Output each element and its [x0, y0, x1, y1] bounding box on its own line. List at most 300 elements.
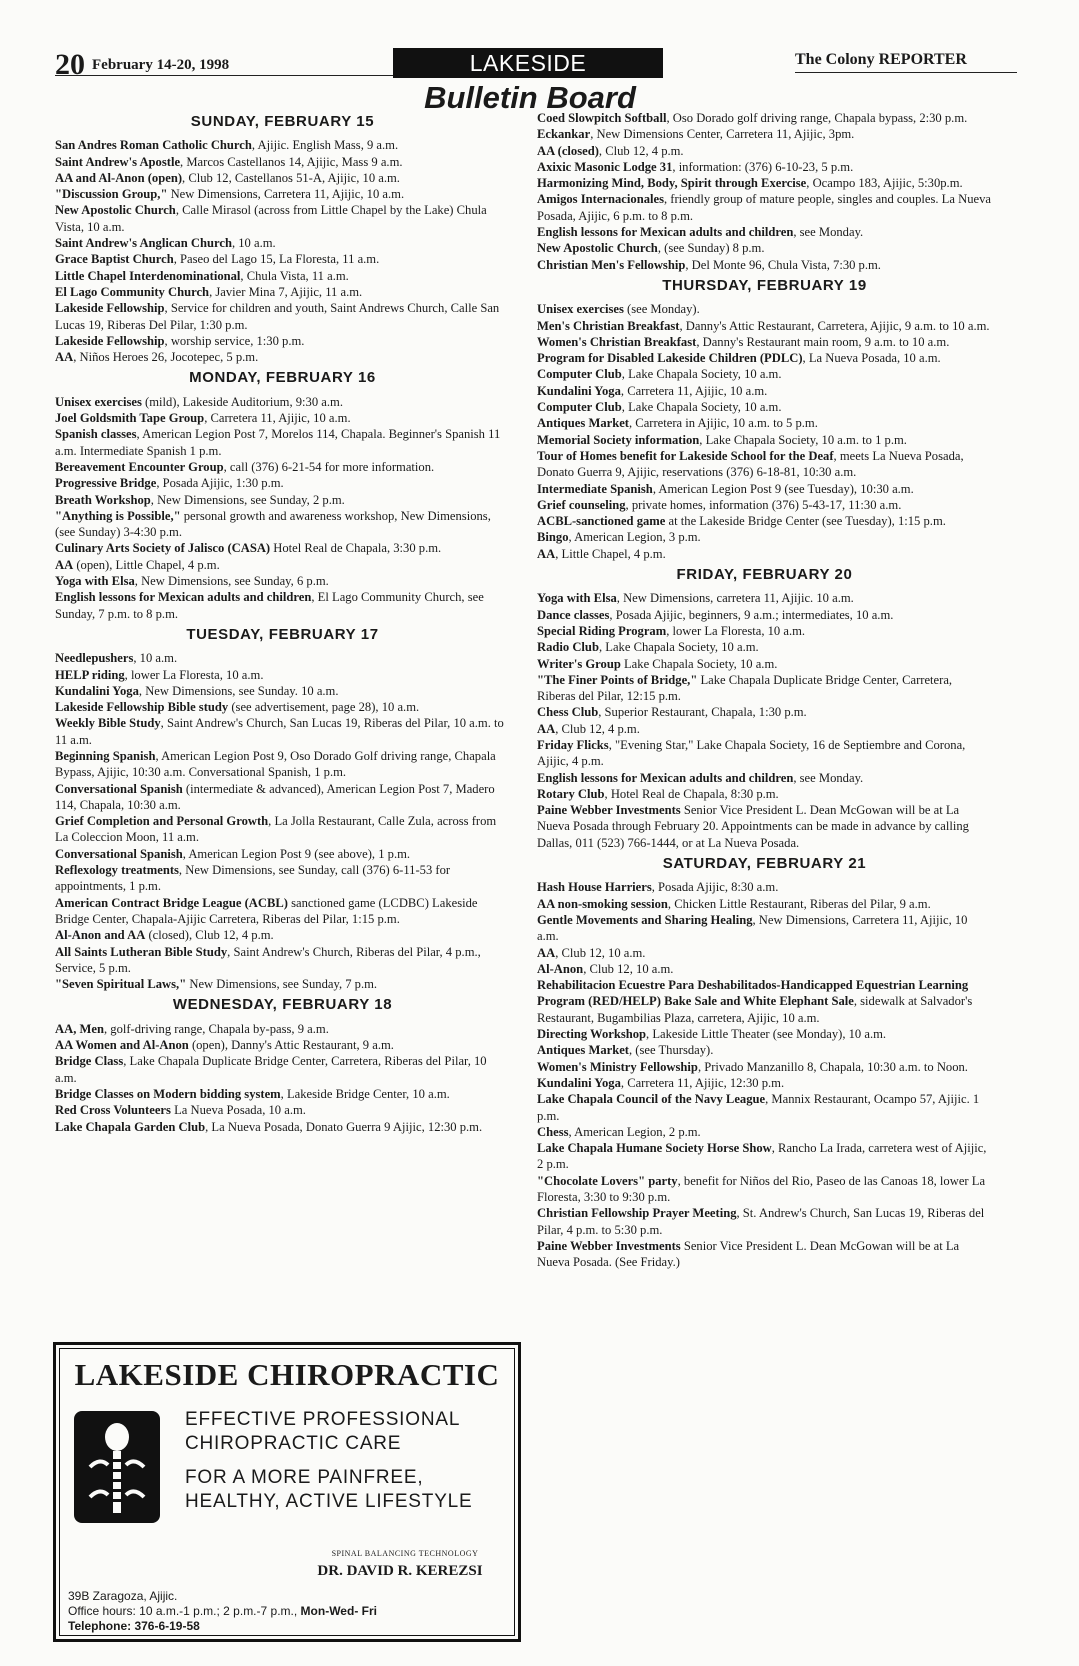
event-entry	[537, 318, 992, 334]
event-detail: , golf-driving range, Chapala by-pass, 9 a.m.	[103, 1021, 329, 1036]
continued-wednesday-section	[537, 110, 992, 273]
event-detail: , Club 12, 4 p.m.	[555, 721, 640, 736]
event-detail: , American Legion Post 9, Oso Dorado Golf driving range, Chapala Bypass, Ajijic, 10:30 a.m. Conversational Spanish, 1 p.m.	[55, 748, 496, 780]
event-entry	[537, 1173, 992, 1206]
event-entry	[537, 1205, 992, 1238]
event-name: AA and Al-Anon (open)	[55, 170, 183, 185]
day-section	[55, 997, 510, 1134]
event-detail: , New Dimensions, see Sunday, 2 p.m.	[150, 492, 345, 507]
event-detail: , meets La Nueva Posada, Donato Guerra 9, Ajijic, reservations (376) 6-18-81, 10:30 a.m.	[537, 448, 964, 480]
ad-line-3: FOR A MORE PAINFREE,	[185, 1467, 424, 1488]
event-name: Program for Disabled Lakeside Children (PDLC)	[537, 351, 803, 366]
event-detail: Lake Chapala Society, 10 a.m.	[620, 656, 778, 671]
event-entry	[537, 977, 992, 1026]
event-detail: , Club 12, 4 p.m.	[598, 143, 684, 158]
event-detail: (open), Danny's Attic Restaurant, 9 a.m.	[188, 1038, 394, 1053]
event-entry	[537, 350, 992, 366]
event-entry	[537, 1042, 992, 1058]
event-detail: Senior Vice President L. Dean McGowan will be at La Nueva Posada. (See Friday.)	[537, 1238, 960, 1270]
event-name: Antiques Market	[537, 416, 629, 431]
event-detail: , American Legion Post 9 (see above), 1 p.m.	[182, 846, 411, 861]
event-detail: , New Dimensions, see Sunday, call (376) 6-11-53 for appointments, 1 p.m.	[55, 863, 451, 894]
event-name: Lakeside Fellowship	[55, 301, 165, 316]
event-detail: , Superior Restaurant, Chapala, 1:30 p.m.	[598, 705, 807, 720]
event-detail: , sidewalk at Salvador's Restaurant, Bugambilias Plaza, carretera, Ajijic, 10 a.m.	[537, 994, 973, 1025]
event-name: Reflexology treatments	[55, 863, 179, 878]
event-name: Bingo	[537, 530, 569, 545]
event-name: Saint Andrew's Anglican Church	[55, 236, 232, 251]
event-name: Lake Chapala Garden Club	[55, 1119, 206, 1134]
event-detail: , Chula Vista, 11 a.m.	[240, 268, 349, 283]
event-name: American Contract Bridge League (ACBL)	[55, 895, 288, 910]
event-entry	[55, 1086, 510, 1102]
right-column	[537, 110, 992, 1275]
event-entry	[537, 639, 992, 655]
page-number: 20	[55, 48, 85, 81]
ad-title: LAKESIDE CHIROPRACTIC	[74, 1357, 500, 1392]
event-name: Yoga with Elsa	[537, 591, 617, 606]
event-name: Memorial Society information	[537, 432, 700, 447]
event-name: HELP riding	[55, 667, 125, 682]
event-name: Gentle Movements and Sharing Healing	[537, 912, 753, 927]
event-detail: , Javier Mina 7, Ajijic, 11 a.m.	[209, 284, 363, 299]
ad-line-2: CHIROPRACTIC CARE	[185, 1433, 402, 1454]
event-name: New Apostolic Church	[55, 203, 176, 218]
event-entry	[55, 154, 510, 170]
event-name: Paine Webber Investments	[537, 803, 681, 818]
event-name: Christian Men's Fellowship	[537, 257, 686, 272]
event-detail: , Del Monte 96, Chula Vista, 7:30 p.m.	[685, 257, 881, 272]
event-detail: , Danny's Attic Restaurant, Carretera, Ajijic, 9 a.m. to 10 a.m.	[679, 318, 990, 333]
event-detail: , friendly group of mature people, singles and couples. La Nueva Posada, Ajijic, 6 p.m. to 8 p.m.	[537, 192, 991, 223]
event-entry	[537, 546, 992, 562]
ad-line-4: HEALTHY, ACTIVE LIFESTYLE	[185, 1491, 473, 1512]
event-detail: , Danny's Restaurant main room, 9 a.m. to 10 a.m.	[696, 334, 950, 349]
event-name: Conversational Spanish	[55, 781, 183, 796]
event-detail: , Club 12, Castellanos 51-A, Ajijic, 10 a.m.	[182, 170, 400, 185]
event-detail: (see Monday).	[623, 302, 700, 317]
event-detail: , Saint Andrew's Church, San Lucas 19, Riberas del Pilar, 10 a.m. to 11 a.m.	[55, 716, 504, 747]
event-name: Coed Slowpitch Softball	[537, 111, 667, 125]
ad-office-hours	[68, 1604, 377, 1618]
event-detail: , Rancho La Irada, carretera west of Ajijic, 2 p.m.	[537, 1141, 987, 1172]
event-detail: , Lakeside Bridge Center, 10 a.m.	[280, 1086, 450, 1101]
event-entry	[55, 1037, 510, 1053]
event-entry	[537, 224, 992, 240]
event-entry	[537, 481, 992, 497]
event-entry	[55, 748, 510, 781]
event-name: AA	[537, 945, 556, 960]
event-detail: , Lake Chapala Society, 10 a.m.	[621, 400, 782, 415]
event-entry	[537, 1026, 992, 1042]
event-detail: , Posada Ajijic, beginners, 9 a.m.; intermediates, 10 a.m.	[609, 607, 894, 622]
event-entry	[55, 349, 510, 365]
event-name: Unisex exercises	[55, 394, 142, 409]
event-detail: , Carretera 11, Ajijic, 10 a.m.	[204, 411, 351, 426]
ad-line-1: EFFECTIVE PROFESSIONAL	[185, 1409, 461, 1430]
event-detail: personal growth and awareness workshop, New Dimensions, (see Sunday) 3-4:30 p.m.	[55, 508, 491, 540]
event-detail: , New Dimensions, Carretera 11, Ajijic, 10 a.m.	[537, 912, 968, 944]
event-name: English lessons for Mexican adults and children	[537, 225, 794, 240]
event-entry	[55, 1053, 510, 1086]
event-name: Bridge Class	[55, 1054, 124, 1069]
event-detail: , Lake Chapala Society, 10 a.m.	[598, 640, 759, 655]
event-name: Lakeside Fellowship	[55, 333, 165, 348]
event-name: Rotary Club	[537, 786, 605, 801]
event-entry	[537, 1091, 992, 1124]
event-name: Computer Club	[537, 400, 622, 415]
event-name: Lake Chapala Council of the Navy League	[537, 1092, 766, 1107]
event-entry	[55, 927, 510, 943]
event-name: Special Riding Program	[537, 623, 667, 638]
event-detail: , Chicken Little Restaurant, Riberas del Pilar, 9 a.m.	[667, 896, 931, 911]
event-name: "Anything is Possible,"	[55, 508, 181, 523]
event-entry	[537, 945, 992, 961]
event-name: Intermediate Spanish	[537, 481, 653, 496]
event-name: Yoga with Elsa	[55, 574, 135, 589]
event-detail: , Niños Heroes 26, Jocotepec, 5 p.m.	[73, 350, 259, 365]
event-detail: , see Monday.	[793, 770, 864, 785]
event-entry	[537, 879, 992, 895]
event-name: AA	[537, 721, 556, 736]
event-entry	[55, 589, 510, 622]
event-entry	[537, 448, 992, 481]
ad-tagline-small: SPINAL BALANCING TECHNOLOGY	[331, 1549, 479, 1558]
event-name: Spanish classes	[55, 427, 137, 442]
event-name: San Andres Roman Catholic Church	[55, 138, 252, 153]
event-entry	[537, 672, 992, 705]
event-name: "Discussion Group,"	[55, 187, 168, 202]
event-entry	[55, 426, 510, 459]
event-entry	[55, 202, 510, 235]
event-name: El Lago Community Church	[55, 284, 210, 299]
event-name: All Saints Lutheran Bible Study	[55, 944, 228, 959]
event-detail: , La Jolla Restaurant, Calle Zula, across from La Coleccion Moon, 11 a.m.	[55, 814, 497, 845]
event-detail: , Saint Andrew's Church, Riberas del Pilar, 4 p.m., Service, 5 p.m.	[55, 944, 481, 975]
event-name: "The Finer Points of Bridge,"	[537, 672, 698, 687]
event-name: Lake Chapala Humane Society Horse Show	[537, 1141, 772, 1156]
event-detail: , Lake Chapala Society, 10 a.m.	[621, 367, 782, 382]
event-entry	[55, 410, 510, 426]
event-name: Writer's Group	[537, 656, 621, 671]
ad-inner-border	[59, 1348, 515, 1636]
event-entry	[537, 513, 992, 529]
event-name: "Chocolate Lovers" party	[537, 1173, 678, 1188]
event-detail: , New Dimensions, see Sunday. 10 a.m.	[138, 683, 339, 698]
event-entry	[537, 786, 992, 802]
day-heading: FRIDAY, FEBRUARY 20	[676, 566, 853, 584]
event-name: Dance classes	[537, 607, 610, 622]
event-entry	[537, 334, 992, 350]
event-name: Friday Flicks	[537, 737, 609, 752]
event-name: Christian Fellowship Prayer Meeting	[537, 1206, 737, 1221]
event-entry	[55, 650, 510, 666]
event-name: Axixic Masonic Lodge 31	[537, 159, 673, 174]
ad-doctor-name: DR. DAVID R. KEREZSI	[317, 1563, 483, 1579]
event-detail: , El Lago Community Church, see Sunday, 7 p.m. to 8 p.m.	[55, 590, 484, 621]
event-detail: , New Dimensions, carretera 11, Ajijic. 10 a.m.	[616, 591, 854, 606]
event-entry	[55, 235, 510, 251]
event-detail: La Nueva Posada, 10 a.m.	[170, 1103, 306, 1118]
event-name: Women's Christian Breakfast	[537, 334, 697, 349]
event-entry	[55, 1119, 510, 1135]
event-detail: , Lake Chapala Duplicate Bridge Center, Carretera, Riberas del Pilar, 10 a.m.	[55, 1054, 487, 1085]
event-entry	[537, 802, 992, 851]
event-detail: New Dimensions, Carretera 11, Ajijic, 10 a.m.	[167, 187, 405, 202]
event-entry	[55, 170, 510, 186]
event-entry	[55, 251, 510, 267]
event-entry	[537, 1059, 992, 1075]
event-name: Grief Completion and Personal Growth	[55, 814, 269, 829]
event-detail: , New Dimensions, see Sunday, 6 p.m.	[134, 574, 329, 589]
event-name: AA non-smoking session	[537, 896, 668, 911]
event-detail: , Oso Dorado golf driving range, Chapala bypass, 2:30 p.m.	[666, 111, 968, 125]
event-entry	[537, 301, 992, 317]
event-entry	[55, 683, 510, 699]
event-entry	[537, 175, 992, 191]
event-detail: , private homes, information (376) 5-43-17, 11:30 a.m.	[625, 497, 902, 512]
event-entry	[55, 186, 510, 202]
event-detail: , Posada Ajijic, 1:30 p.m.	[156, 476, 284, 491]
event-detail: New Dimensions, see Sunday, 7 p.m.	[186, 977, 378, 992]
event-name: Chess Club	[537, 705, 599, 720]
event-detail: , St. Andrew's Church, San Lucas 19, Riberas del Pilar, 4 p.m. to 5:30 p.m.	[537, 1206, 985, 1237]
day-section	[55, 370, 510, 621]
event-detail: , Hotel Real de Chapala, 8:30 p.m.	[604, 786, 779, 801]
event-entry	[537, 656, 992, 672]
event-detail: Hotel Real de Chapala, 3:30 p.m.	[270, 541, 442, 556]
event-entry	[537, 721, 992, 737]
event-entry	[55, 715, 510, 748]
event-name: Paine Webber Investments	[537, 1238, 681, 1253]
event-entry	[55, 540, 510, 556]
event-entry	[55, 268, 510, 284]
event-name: AA (closed)	[537, 143, 599, 158]
event-detail: , call (376) 6-21-54 for more information.	[223, 459, 435, 474]
event-entry	[537, 961, 992, 977]
event-name: New Apostolic Church	[537, 241, 658, 256]
event-detail: , (see Sunday) 8 p.m.	[657, 241, 765, 256]
event-detail: , Posada Ajijic, 8:30 a.m.	[651, 880, 779, 895]
event-name: Directing Workshop	[537, 1027, 647, 1042]
event-entry	[55, 394, 510, 410]
event-entry	[537, 497, 992, 513]
event-name: Breath Workshop	[55, 492, 151, 507]
day-section	[537, 278, 992, 562]
event-entry	[537, 240, 992, 256]
event-name: Culinary Arts Society of Jalisco (CASA)	[55, 541, 271, 556]
event-name: Radio Club	[537, 640, 599, 655]
event-detail: , benefit for Niños del Rio, Paseo de las Canoas 18, lower La Floresta, 3:30 to 9:30 p.m.	[537, 1173, 986, 1204]
event-detail: , (see Thursday).	[629, 1043, 714, 1058]
event-detail: Lake Chapala Duplicate Bridge Center, Carretera, Riberas del Pilar, 12:15 p.m.	[537, 672, 953, 704]
event-entry	[537, 1140, 992, 1173]
event-detail: , lower La Floresta, 10 a.m.	[666, 623, 806, 638]
event-entry	[537, 1124, 992, 1140]
event-name: Tour of Homes benefit for Lakeside School for the Deaf	[537, 448, 834, 463]
event-detail: , Paseo del Lago 15, La Floresta, 11 a.m.	[173, 252, 380, 267]
event-name: AA Women and Al-Anon	[55, 1038, 189, 1053]
event-entry	[537, 159, 992, 175]
event-entry	[55, 667, 510, 683]
day-heading: SATURDAY, FEBRUARY 21	[662, 855, 867, 873]
event-detail: , Lake Chapala Society, 10 a.m. to 1 p.m.	[699, 432, 907, 447]
event-entry	[55, 895, 510, 928]
event-detail: sanctioned game (LCDBC) Lakeside Bridge Center, Chapala-Ajijic Carretera, Riberas del Pilar, 1:15 p.m.	[55, 895, 478, 926]
event-name: Harmonizing Mind, Body, Spirit through Exercise	[537, 176, 807, 191]
event-name: Lakeside Fellowship Bible study	[55, 700, 229, 715]
day-heading: MONDAY, FEBRUARY 16	[189, 369, 376, 387]
event-detail: , American Legion, 2 p.m.	[568, 1124, 701, 1139]
event-entry	[55, 699, 510, 715]
day-section	[55, 114, 510, 365]
event-entry	[55, 284, 510, 300]
event-name: Kundalini Yoga	[537, 383, 621, 398]
event-entry	[55, 1102, 510, 1118]
event-detail: (closed), Club 12, 4 p.m.	[145, 928, 274, 943]
event-entry	[537, 366, 992, 382]
event-entry	[55, 137, 510, 153]
event-name: Kundalini Yoga	[55, 683, 139, 698]
event-entry	[537, 110, 992, 126]
event-name: Rehabilitacion Ecuestre Para Deshabilitados-Handicapped Equestrian Learning Program (RED/HELP) Bake Sale and White Elephant Sale	[537, 978, 969, 1009]
event-entry	[55, 557, 510, 573]
event-name: AA	[55, 557, 74, 572]
event-name: "Seven Spiritual Laws,"	[55, 977, 187, 992]
section-banner: LAKESIDE	[393, 48, 663, 78]
event-name: Bereavement Encounter Group	[55, 459, 224, 474]
ad-hours-label: Office hours: 10 a.m.-1 p.m.; 2 p.m.-7 p.m.,	[68, 1604, 298, 1618]
event-name: Progressive Bridge	[55, 476, 157, 491]
event-detail: , Ocampo 183, Ajijic, 5:30p.m.	[806, 176, 963, 191]
day-section	[537, 567, 992, 851]
publication-date: February 14-20, 1998	[92, 57, 230, 73]
day-section	[55, 627, 510, 993]
event-entry	[537, 415, 992, 431]
event-detail: , see Monday.	[793, 225, 864, 240]
event-entry	[537, 191, 992, 224]
event-entry	[537, 1238, 992, 1271]
event-detail: , Service for children and youth, Saint Andrews Church, Calle San Lucas 19, Riberas Del Pilar, 1:30 p.m.	[55, 301, 500, 332]
event-entry	[537, 737, 992, 770]
event-name: Joel Goldsmith Tape Group	[55, 411, 205, 426]
day-heading: TUESDAY, FEBRUARY 17	[186, 625, 379, 643]
event-name: Kundalini Yoga	[537, 1075, 621, 1090]
event-detail: , American Legion Post 7, Morelos 114, Chapala. Beginner's Spanish 11 a.m. Intermediate Spanish 1 p.m.	[55, 427, 501, 458]
event-name: Al-Anon and AA	[55, 928, 146, 943]
event-entry	[537, 704, 992, 720]
event-name: Conversational Spanish	[55, 846, 183, 861]
event-entry	[537, 257, 992, 273]
event-detail: , Privado Manzanillo 8, Chapala, 10:30 a.m. to Noon.	[697, 1059, 968, 1074]
event-name: Unisex exercises	[537, 302, 624, 317]
event-entry	[55, 300, 510, 333]
event-entry	[55, 459, 510, 475]
event-entry	[537, 770, 992, 786]
event-entry	[537, 590, 992, 606]
event-name: AA	[55, 350, 74, 365]
event-entry	[55, 573, 510, 589]
event-entry	[55, 862, 510, 895]
event-name: ACBL-sanctioned game	[537, 514, 666, 529]
chiropractic-advertisement	[53, 1342, 521, 1642]
event-detail: , Calle Mirasol (across from Little Chapel by the Lake) Chula Vista, 10 a.m.	[55, 203, 487, 234]
day-section	[537, 856, 992, 1270]
event-detail: , Ajijic. English Mass, 9 a.m.	[251, 138, 399, 153]
event-name: Eckankar	[537, 127, 591, 142]
event-entry	[55, 333, 510, 349]
ad-address: 39B Zaragoza, Ajijic.	[68, 1589, 178, 1603]
event-detail: , Little Chapel, 4 p.m.	[555, 546, 666, 561]
event-name: AA	[537, 546, 556, 561]
event-name: Al-Anon	[537, 961, 584, 976]
event-name: Bridge Classes on Modern bidding system	[55, 1086, 281, 1101]
event-detail: , lower La Floresta, 10 a.m.	[124, 667, 264, 682]
masthead-rule-right	[795, 72, 1017, 73]
event-name: Chess	[537, 1124, 569, 1139]
event-detail: , Club 12, 10 a.m.	[583, 961, 674, 976]
event-detail: , La Nueva Posada, Donato Guerra 9 Ajijic, 12:30 p.m.	[205, 1119, 483, 1134]
event-detail: , American Legion Post 9 (see Tuesday), 10:30 a.m.	[652, 481, 914, 496]
day-heading: SUNDAY, FEBRUARY 15	[190, 113, 375, 130]
event-entry	[55, 1021, 510, 1037]
event-detail: , Carretera 11, Ajijic, 12:30 p.m.	[620, 1075, 785, 1090]
event-detail: , worship service, 1:30 p.m.	[164, 333, 305, 348]
event-name: Antiques Market	[537, 1043, 629, 1058]
event-name: Weekly Bible Study	[55, 716, 161, 731]
event-name: Grace Baptist Church	[55, 252, 174, 267]
event-detail: , La Nueva Posada, 10 a.m.	[802, 351, 941, 366]
ad-telephone: Telephone: 376-6-19-58	[68, 1619, 200, 1633]
event-entry	[55, 475, 510, 491]
ad-hours-days: Mon-Wed- Fri	[300, 1604, 377, 1618]
event-entry	[537, 383, 992, 399]
event-entry	[537, 399, 992, 415]
day-heading: WEDNESDAY, FEBRUARY 18	[172, 996, 393, 1014]
event-name: Beginning Spanish	[55, 748, 156, 763]
spine-logo-icon	[70, 1407, 164, 1527]
event-entry	[55, 492, 510, 508]
event-entry	[55, 846, 510, 862]
page-title: Bulletin Board	[424, 80, 636, 115]
day-heading: THURSDAY, FEBRUARY 19	[662, 276, 867, 294]
event-detail: (intermediate & advanced), American Legion Post 7, Madero 114, Chapala, 10:30 a.m.	[55, 781, 495, 812]
event-name: Women's Ministry Fellowship	[537, 1059, 698, 1074]
event-entry	[55, 976, 510, 992]
event-detail: at the Lakeside Bridge Center (see Tuesday), 1:15 p.m.	[665, 514, 946, 529]
event-detail: , "Evening Star," Lake Chapala Society, 16 de Septiembre and Corona, Ajijic, 4 p.m.	[537, 737, 966, 769]
event-detail: , information: (376) 6-10-23, 5 p.m.	[672, 159, 854, 174]
masthead-rule-left	[55, 75, 403, 76]
event-entry	[55, 508, 510, 541]
event-detail: (open), Little Chapel, 4 p.m.	[73, 557, 220, 572]
event-detail: , 10 a.m.	[231, 236, 276, 251]
paper-name: The Colony REPORTER	[795, 51, 967, 68]
left-column	[55, 110, 510, 1140]
event-name: Little Chapel Interdenominational	[55, 268, 241, 283]
event-entry	[537, 126, 992, 142]
event-detail: , 10 a.m.	[133, 651, 178, 666]
event-detail: , Mannix Restaurant, Ocampo 57, Ajijic. 1 p.m.	[537, 1092, 980, 1123]
event-detail: (see advertisement, page 28), 10 a.m.	[228, 700, 420, 715]
event-detail: , Lakeside Little Theater (see Monday), 10 a.m.	[646, 1027, 887, 1042]
event-name: Needlepushers	[55, 651, 134, 666]
event-detail: , Carretera 11, Ajijic, 10 a.m.	[620, 383, 768, 398]
event-detail: , Carretera in Ajijic, 10 a.m. to 5 p.m.	[629, 416, 818, 431]
event-name: Grief counseling	[537, 497, 626, 512]
event-entry	[537, 896, 992, 912]
event-entry	[537, 143, 992, 159]
